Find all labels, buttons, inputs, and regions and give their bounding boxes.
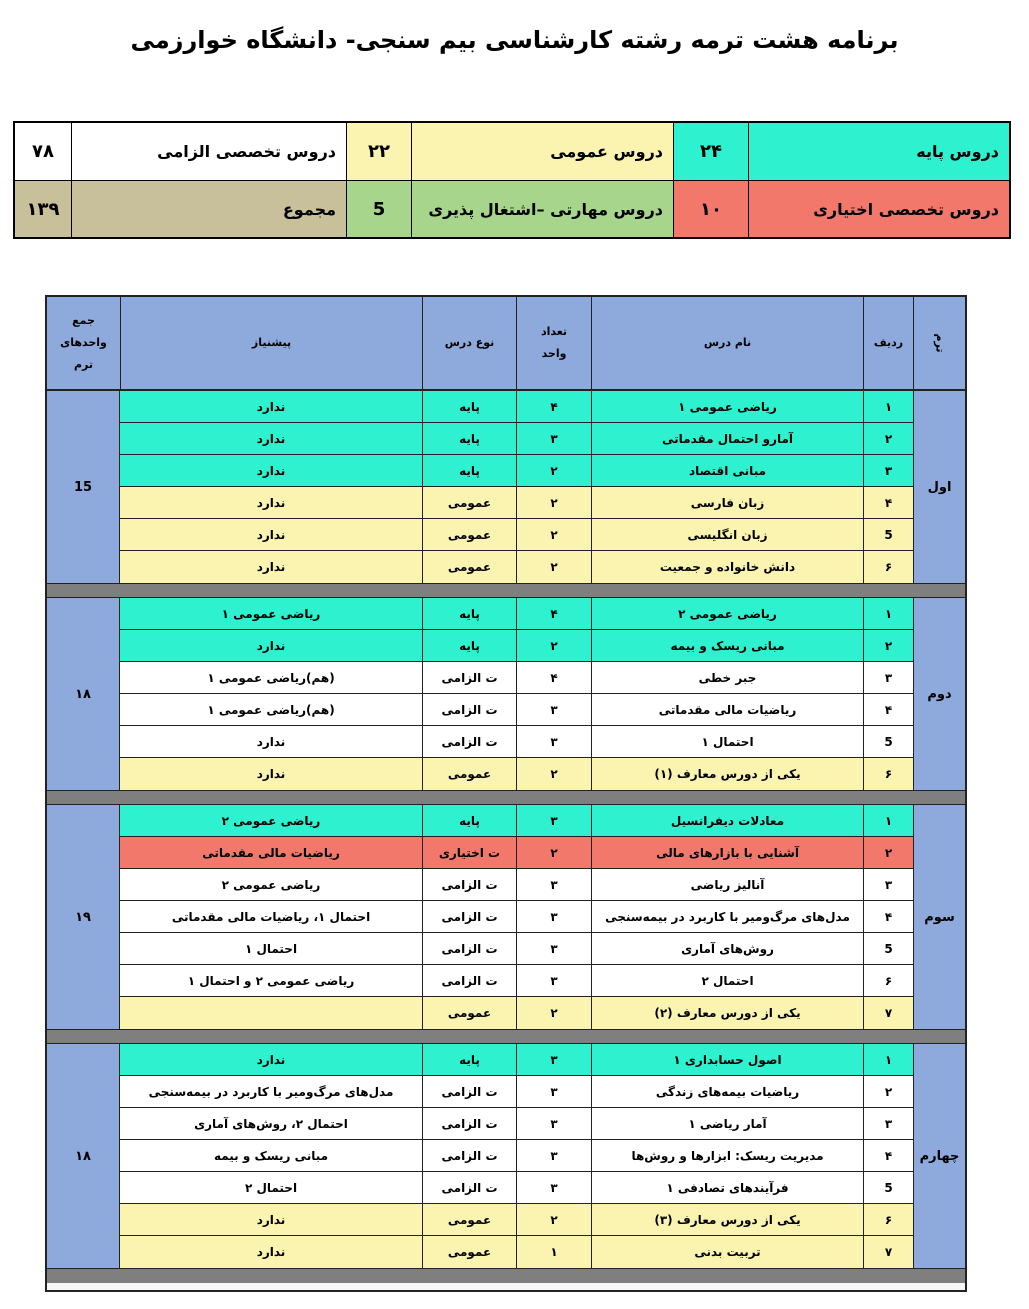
course-name: آشنایی با بازارهای مالی	[591, 837, 863, 868]
course-name: احتمال ۲	[591, 965, 863, 996]
course-type: ت الزامی	[422, 694, 516, 725]
summary-label-total: مجموع	[71, 181, 346, 237]
table-row	[120, 758, 913, 790]
course-name: مبانی ریسک و بیمه	[591, 630, 863, 661]
course-prerequisite: ندارد	[256, 734, 286, 749]
course-type: ت الزامی	[422, 933, 516, 964]
semester-total-units: ۱۸	[47, 1044, 120, 1268]
semester-rows	[120, 805, 913, 1029]
row-number: ۱	[863, 805, 913, 836]
course-prerequisite: ریاضی عمومی ۲	[221, 813, 321, 828]
course-units: ۳	[516, 901, 591, 932]
row-number: ۲	[863, 1076, 913, 1107]
semester-name: چهارم	[913, 1044, 965, 1268]
course-type: ت اختیاری	[422, 837, 516, 868]
table-row	[120, 551, 913, 583]
course-type: پایه	[422, 391, 516, 422]
course-units: ۱	[516, 1236, 591, 1268]
course-prerequisite: احتمال ۲	[244, 1180, 298, 1195]
course-type: عمومی	[422, 487, 516, 518]
table-row	[120, 965, 913, 997]
header-course-name: نام درس	[591, 297, 863, 389]
course-units: ۴	[516, 662, 591, 693]
semester-total-units: ۱۹	[47, 805, 120, 1029]
course-prerequisite: ندارد	[256, 527, 286, 542]
summary-value-total: ۱۳۹	[15, 181, 71, 237]
course-name: یکی از دورس معارف (۱)	[591, 758, 863, 790]
row-number: ۳	[863, 662, 913, 693]
table-row	[120, 391, 913, 423]
semester-rows	[120, 1044, 913, 1268]
row-number: 5	[863, 1172, 913, 1203]
table-row	[120, 487, 913, 519]
course-prerequisite: ریاضی عمومی ۲ و احتمال ۱	[187, 973, 355, 988]
course-prerequisite: مبانی ریسک و بیمه	[213, 1148, 329, 1163]
course-units: ۳	[516, 869, 591, 900]
course-prerequisite: ندارد	[256, 495, 286, 510]
row-number: 5	[863, 519, 913, 550]
course-name: فرآیندهای تصادفی ۱	[591, 1172, 863, 1203]
header-term-total: جمع واحدهای ترم	[60, 314, 107, 371]
semester-rows	[120, 391, 913, 583]
row-number: ۶	[863, 1204, 913, 1235]
semester-total-units: ۱۸	[47, 598, 120, 790]
table-header	[47, 297, 965, 391]
table-row	[120, 997, 913, 1029]
row-number: ۳	[863, 455, 913, 486]
semester-separator	[47, 1269, 965, 1283]
table-row	[120, 1076, 913, 1108]
table-row	[120, 805, 913, 837]
row-number: ۷	[863, 997, 913, 1029]
course-name: روش‌های آماری	[591, 933, 863, 964]
course-name: احتمال ۱	[591, 726, 863, 757]
row-number: 5	[863, 933, 913, 964]
course-units: ۳	[516, 423, 591, 454]
course-name: ریاضیات مالی مقدماتی	[591, 694, 863, 725]
header-term: ترم	[913, 297, 965, 389]
course-type: پایه	[422, 630, 516, 661]
course-units: ۲	[516, 519, 591, 550]
course-type: عمومی	[422, 519, 516, 550]
course-prerequisite: ریاضی عمومی ۲	[221, 877, 321, 892]
row-number: ۴	[863, 694, 913, 725]
course-name: زبان انگلیسی	[591, 519, 863, 550]
semester-block	[47, 598, 965, 791]
course-name: دانش خانواده و جمعیت	[591, 551, 863, 583]
table-row	[120, 1044, 913, 1076]
table-row	[120, 726, 913, 758]
course-type: عمومی	[422, 997, 516, 1029]
course-prerequisite: احتمال ۱	[244, 941, 298, 956]
row-number: ۶	[863, 551, 913, 583]
course-prerequisite: ریاضی عمومی ۱	[221, 606, 321, 621]
course-units: ۲	[516, 630, 591, 661]
course-type: پایه	[422, 423, 516, 454]
semester-name: اول	[913, 391, 965, 583]
course-units: ۴	[516, 598, 591, 629]
row-number: ۴	[863, 901, 913, 932]
course-name: اصول حسابداری ۱	[591, 1044, 863, 1075]
table-row	[120, 869, 913, 901]
course-name: یکی از دورس معارف (۳)	[591, 1204, 863, 1235]
course-prerequisite: ندارد	[256, 463, 286, 478]
course-units: ۳	[516, 1140, 591, 1171]
course-prerequisite: احتمال ۱، ریاضیات مالی مقدماتی	[171, 909, 371, 924]
course-units: ۳	[516, 726, 591, 757]
course-type: پایه	[422, 805, 516, 836]
table-row	[120, 630, 913, 662]
course-units: ۳	[516, 805, 591, 836]
summary-value-required: ۷۸	[15, 123, 71, 180]
summary-value-elective: ۱۰	[673, 181, 748, 237]
course-prerequisite: احتمال ۲، روش‌های آماری	[194, 1116, 348, 1131]
semester-total-units: 15	[47, 391, 120, 583]
course-prerequisite: ندارد	[256, 1212, 286, 1227]
course-name: یکی از دورس معارف (۲)	[591, 997, 863, 1029]
semester-rows	[120, 598, 913, 790]
row-number: ۳	[863, 1108, 913, 1139]
course-name: ریاضی عمومی ۲	[591, 598, 863, 629]
course-type: ت الزامی	[422, 869, 516, 900]
course-type: عمومی	[422, 758, 516, 790]
table-row	[120, 519, 913, 551]
course-units: ۲	[516, 1204, 591, 1235]
course-prerequisite: ندارد	[256, 399, 286, 414]
table-row	[120, 1108, 913, 1140]
row-number: ۴	[863, 1140, 913, 1171]
header-row-number: ردیف	[863, 297, 913, 389]
row-number: 5	[863, 726, 913, 757]
row-number: ۶	[863, 965, 913, 996]
course-type: عمومی	[422, 1236, 516, 1268]
summary-label-general: دروس عمومی	[411, 123, 673, 180]
course-prerequisite: ندارد	[256, 638, 286, 653]
page-title: برنامه هشت ترمه رشته کارشناسی بیم سنجی- دانشگاه خوارزمی	[130, 26, 899, 54]
table-row	[120, 933, 913, 965]
semester-block	[47, 805, 965, 1030]
course-prerequisite: ندارد	[256, 560, 286, 574]
course-units: ۲	[516, 455, 591, 486]
summary-row-1	[15, 123, 1009, 180]
course-prerequisite: ندارد	[256, 1052, 286, 1067]
curriculum-table	[45, 295, 967, 1292]
course-units: ۳	[516, 1108, 591, 1139]
course-type: ت الزامی	[422, 662, 516, 693]
course-name: آنالیز ریاضی	[591, 869, 863, 900]
course-prerequisite: (هم)ریاضی عمومی ۱	[207, 670, 335, 685]
row-number: ۱	[863, 391, 913, 422]
table-row	[120, 423, 913, 455]
table-row	[120, 694, 913, 726]
summary-label-required: دروس تخصصی الزامی	[71, 123, 346, 180]
course-type: عمومی	[422, 1204, 516, 1235]
summary-value-skill: 5	[346, 181, 411, 237]
semester-block	[47, 1044, 965, 1269]
course-name: آمار ریاضی ۱	[591, 1108, 863, 1139]
semester-name: سوم	[913, 805, 965, 1029]
credit-summary-table	[13, 121, 1011, 239]
row-number: ۲	[863, 837, 913, 868]
course-prerequisite: ریاضیات مالی مقدماتی	[202, 845, 340, 860]
table-row	[120, 901, 913, 933]
table-row	[120, 1140, 913, 1172]
course-type: ت الزامی	[422, 1076, 516, 1107]
course-units: ۳	[516, 965, 591, 996]
course-units: ۲	[516, 837, 591, 868]
table-body	[47, 391, 965, 1283]
course-name: آمارو احتمال مقدماتی	[591, 423, 863, 454]
table-row	[120, 598, 913, 630]
row-number: ۱	[863, 598, 913, 629]
course-prerequisite: مدل‌های مرگ‌ومیر با کاربرد در بیمه‌سنجی	[148, 1084, 394, 1099]
course-prerequisite: ندارد	[256, 767, 286, 781]
summary-row-2	[15, 180, 1009, 237]
course-units: ۲	[516, 487, 591, 518]
summary-value-general: ۲۲	[346, 123, 411, 180]
row-number: ۳	[863, 869, 913, 900]
table-row	[120, 837, 913, 869]
course-prerequisite: ندارد	[256, 431, 286, 446]
semester-separator	[47, 791, 965, 805]
course-units: ۳	[516, 1076, 591, 1107]
course-type: عمومی	[422, 551, 516, 583]
semester-separator	[47, 1030, 965, 1044]
course-name: تربیت بدنی	[591, 1236, 863, 1268]
course-type: ت الزامی	[422, 901, 516, 932]
course-units: ۲	[516, 758, 591, 790]
course-name: مدل‌های مرگ‌ومیر با کاربرد در بیمه‌سنجی	[591, 901, 863, 932]
course-type: ت الزامی	[422, 726, 516, 757]
row-number: ۴	[863, 487, 913, 518]
table-row	[120, 662, 913, 694]
course-units: ۴	[516, 391, 591, 422]
course-units: ۲	[516, 551, 591, 583]
row-number: ۲	[863, 630, 913, 661]
course-units: ۳	[516, 933, 591, 964]
course-type: پایه	[422, 1044, 516, 1075]
table-row	[120, 1172, 913, 1204]
row-number: ۷	[863, 1236, 913, 1268]
course-units: ۳	[516, 1172, 591, 1203]
semester-name: دوم	[913, 598, 965, 790]
course-prerequisite: ندارد	[256, 1245, 286, 1259]
course-prerequisite: (هم)ریاضی عمومی ۱	[207, 702, 335, 717]
semester-separator	[47, 584, 965, 598]
course-type: پایه	[422, 598, 516, 629]
row-number: ۱	[863, 1044, 913, 1075]
course-units: ۳	[516, 694, 591, 725]
course-prerequisite	[120, 997, 422, 1029]
table-row	[120, 1204, 913, 1236]
course-name: مدیریت ریسک: ابزارها و روش‌ها	[591, 1140, 863, 1171]
course-units: ۳	[516, 1044, 591, 1075]
course-name: ریاضیات بیمه‌های زندگی	[591, 1076, 863, 1107]
course-name: مبانی اقتصاد	[591, 455, 863, 486]
course-name: معادلات دیفرانسیل	[591, 805, 863, 836]
summary-label-elective: دروس تخصصی اختیاری	[748, 181, 1009, 237]
course-type: ت الزامی	[422, 1108, 516, 1139]
course-name: زبان فارسی	[591, 487, 863, 518]
course-name: جبر خطی	[591, 662, 863, 693]
header-prerequisite: پیشنیاز	[120, 297, 422, 389]
course-type: ت الزامی	[422, 965, 516, 996]
row-number: ۶	[863, 758, 913, 790]
semester-block	[47, 391, 965, 584]
course-type: ت الزامی	[422, 1140, 516, 1171]
course-units: ۲	[516, 997, 591, 1029]
table-row	[120, 1236, 913, 1268]
row-number: ۲	[863, 423, 913, 454]
course-type: ت الزامی	[422, 1172, 516, 1203]
header-course-type: نوع درس	[422, 297, 516, 389]
header-units: تعداد واحد	[516, 297, 591, 389]
summary-label-base: دروس پایه	[748, 123, 1009, 180]
summary-label-skill: دروس مهارتی –اشتغال پذیری	[411, 181, 673, 237]
course-type: پایه	[422, 455, 516, 486]
course-name: ریاضی عمومی ۱	[591, 391, 863, 422]
summary-value-base: ۲۴	[673, 123, 748, 180]
table-row	[120, 455, 913, 487]
